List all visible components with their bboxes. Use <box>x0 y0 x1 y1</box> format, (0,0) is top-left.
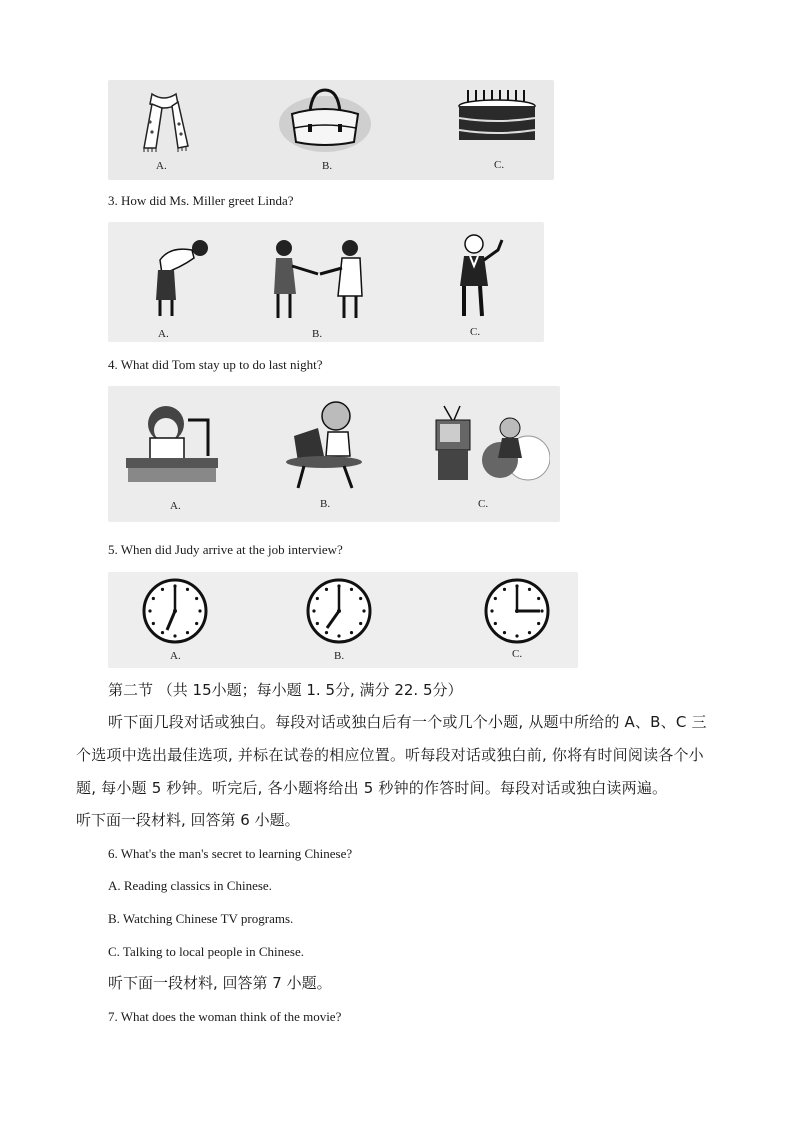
section-2-instructions: 听下面几段对话或独白。每段对话或独白后有一个或几个小题, 从题中所给的 A、B、C 三个选项中选出最佳选项, 并标在试卷的相应位置。听每段对话或独白前, 你将有时间阅读各个小题, 每小题 5 秒钟。听完后, 各小题将给出 5 秒钟的作答时间。每段对话或独白读两遍。 <box>76 713 707 797</box>
girl-computer-icon <box>284 396 370 490</box>
clock-tick <box>350 631 353 634</box>
q3-option-c-label: C. <box>470 326 481 338</box>
birthday-cake-icon <box>454 84 540 146</box>
clock-tick <box>198 609 201 612</box>
clock-tick <box>503 631 506 634</box>
clock-tick <box>161 588 164 591</box>
clock-icon <box>142 578 208 644</box>
clock-tick <box>359 597 362 600</box>
material-6-prompt: 听下面一段材料, 回答第 6 小题。 <box>76 811 300 829</box>
clock-tick <box>359 622 362 625</box>
q4-option-a-label: A. <box>170 500 181 512</box>
clock-tick <box>494 597 497 600</box>
clock-tick <box>325 631 328 634</box>
q2-option-c-label: C. <box>494 159 505 171</box>
scarf-icon <box>132 90 196 154</box>
clock-tick <box>186 631 189 634</box>
q2-option-a-label: A. <box>156 160 167 172</box>
clock-icon <box>484 578 550 644</box>
q5-option-c-label: C. <box>512 648 523 660</box>
q5-option-b-label: B. <box>334 650 345 662</box>
clock-tick <box>337 634 340 637</box>
clock-tick <box>537 622 540 625</box>
question-6-option-b[interactable]: B. Watching Chinese TV programs. <box>108 911 294 926</box>
q3-option-a-label: A. <box>158 328 169 340</box>
clock-tick <box>362 609 365 612</box>
material-7-prompt: 听下面一段材料, 回答第 7 小题。 <box>108 974 332 992</box>
question-6: 6. What's the man's secret to learning Chinese? <box>108 846 353 861</box>
q4-image-strip <box>108 386 560 522</box>
clock-tick <box>503 588 506 591</box>
clock-icon <box>306 578 372 644</box>
q4-option-c-label: C. <box>478 498 489 510</box>
q3-image-strip <box>108 222 544 342</box>
clock-tick <box>152 597 155 600</box>
clock-tick <box>490 609 493 612</box>
clock-tick <box>494 622 497 625</box>
clock-tick <box>316 597 319 600</box>
clock-tick <box>350 588 353 591</box>
clock-tick <box>173 634 176 637</box>
q4-option-b-label: B. <box>320 498 331 510</box>
question-7: 7. What does the woman think of the movie? <box>108 1009 342 1024</box>
question-4: 4. What did Tom stay up to do last night? <box>108 357 323 372</box>
clock-tick <box>195 622 198 625</box>
boy-reading-icon <box>126 400 222 486</box>
question-5: 5. When did Judy arrive at the job interview? <box>108 542 343 557</box>
clock-tick <box>540 609 543 612</box>
clock-tick <box>537 597 540 600</box>
clock-tick <box>152 622 155 625</box>
question-6-option-c[interactable]: C. Talking to local people in Chinese. <box>108 944 304 959</box>
tv-football-icon <box>434 402 550 486</box>
clock-tick <box>148 609 151 612</box>
clock-tick <box>528 631 531 634</box>
clock-tick <box>316 622 319 625</box>
clock-tick <box>195 597 198 600</box>
question-3: 3. How did Ms. Miller greet Linda? <box>108 193 294 208</box>
section-2-heading: 第二节 （共 15小题；每小题 1. 5分, 满分 22. 5分） <box>108 681 463 699</box>
q5-image-strip <box>108 572 578 668</box>
q3-option-b-label: B. <box>312 328 323 340</box>
handshake-icon <box>264 236 374 322</box>
q5-option-a-label: A. <box>170 650 181 662</box>
clock-tick <box>312 609 315 612</box>
waving-person-icon <box>444 230 514 320</box>
q2-option-b-label: B. <box>322 160 333 172</box>
clock-tick <box>515 634 518 637</box>
clock-tick <box>186 588 189 591</box>
q2-image-strip <box>108 80 554 180</box>
clock-tick <box>161 631 164 634</box>
handbag-icon <box>278 84 372 154</box>
clock-tick <box>528 588 531 591</box>
bowing-person-icon <box>140 234 212 320</box>
clock-tick <box>325 588 328 591</box>
question-6-option-a[interactable]: A. Reading classics in Chinese. <box>108 878 272 893</box>
